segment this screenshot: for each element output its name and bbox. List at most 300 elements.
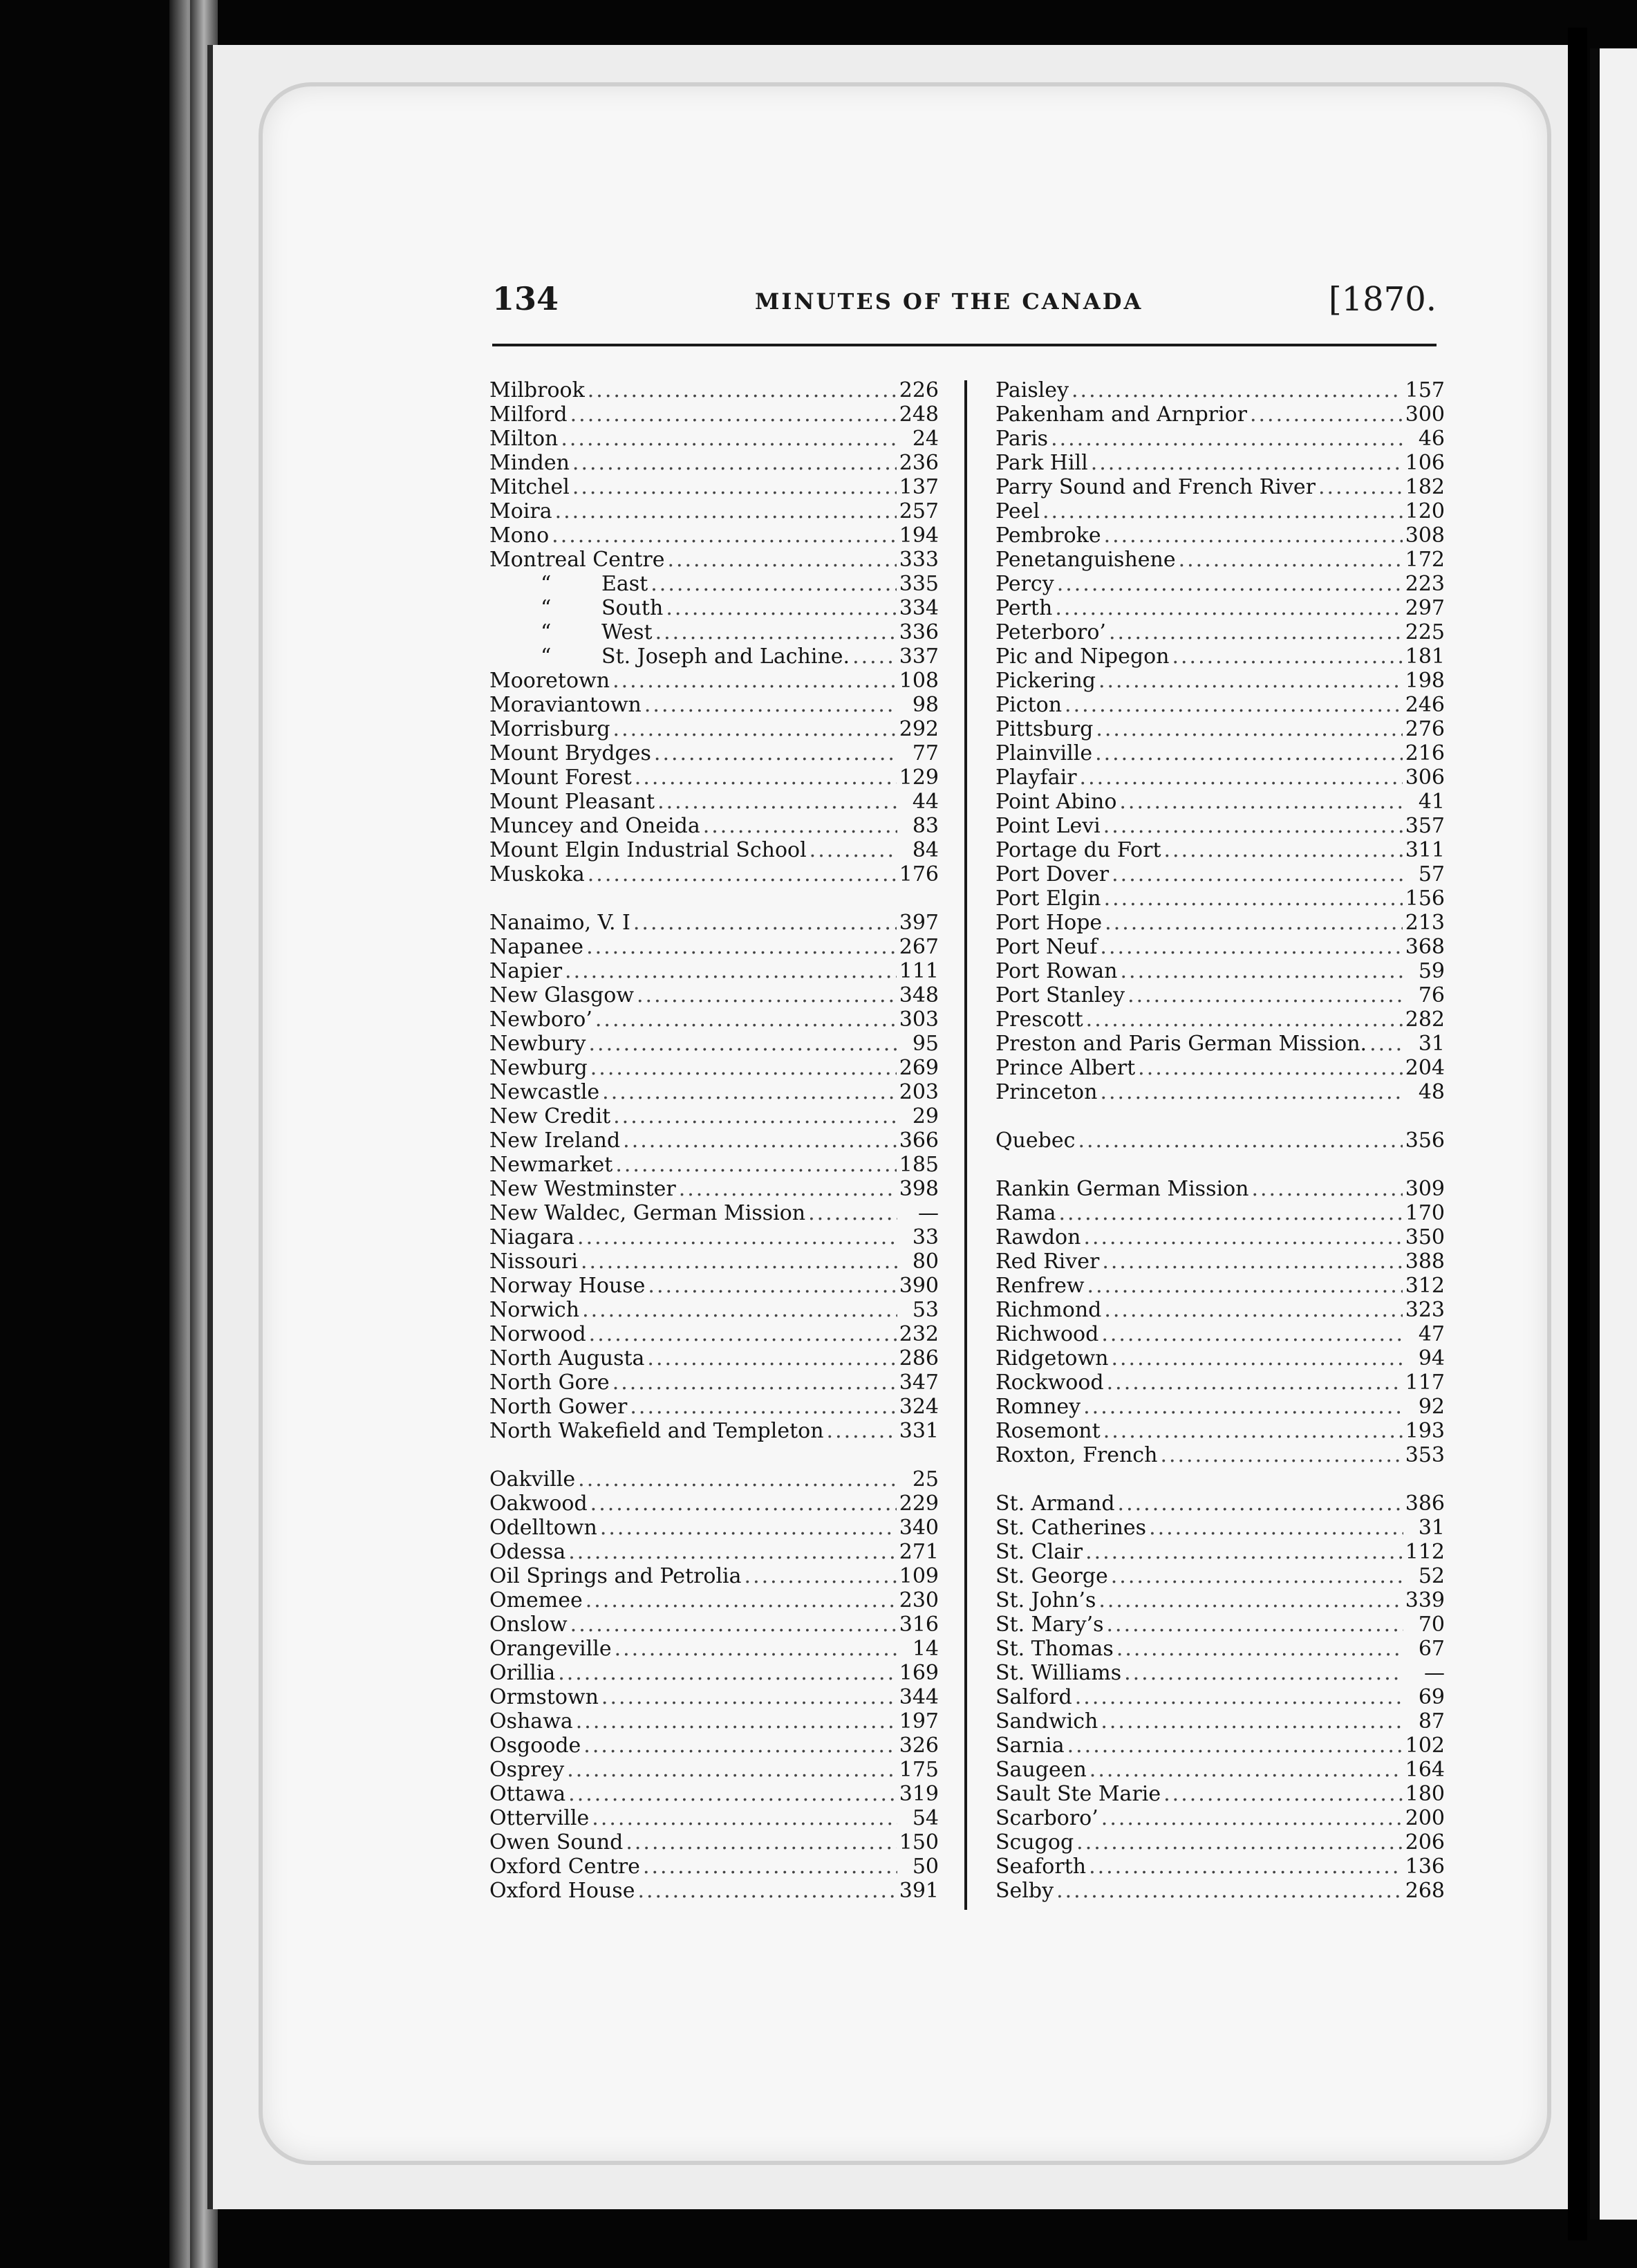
dot-leader	[630, 1395, 896, 1419]
entry-page-number: 397	[899, 911, 939, 935]
entry-page-number: 386	[1405, 1491, 1445, 1516]
entry-name: Roxton, French	[995, 1443, 1158, 1467]
entry-name: Mono	[489, 523, 550, 548]
dot-leader	[1089, 1758, 1403, 1782]
dot-leader	[1104, 1298, 1402, 1322]
dot-leader	[1121, 959, 1404, 983]
index-entry	[489, 1709, 939, 1733]
entry-page-number: 54	[912, 1806, 939, 1830]
entry-name: Newbury	[489, 1032, 586, 1056]
index-entry	[995, 1516, 1445, 1540]
entry-page-number: 52	[1418, 1564, 1445, 1588]
entry-name: St. Clair	[995, 1540, 1083, 1564]
index-entry	[995, 1661, 1445, 1685]
entry-page-number: 181	[1405, 644, 1445, 669]
entry-page-number: 353	[1405, 1443, 1445, 1467]
dot-leader	[657, 790, 897, 814]
dot-leader	[1083, 1225, 1402, 1249]
dot-leader	[558, 1661, 897, 1685]
entry-page-number: 59	[1418, 959, 1445, 983]
entry-page-number: 368	[1405, 935, 1445, 959]
entry-page-number: 213	[1405, 911, 1445, 935]
dot-leader	[1109, 620, 1403, 644]
entry-name: Odelltown	[489, 1516, 597, 1540]
entry-page-number: 229	[899, 1491, 939, 1516]
dot-leader	[572, 475, 897, 499]
entry-page-number: 350	[1405, 1225, 1445, 1249]
entry-name: Pic and Nipegon	[995, 644, 1170, 669]
index-entry	[995, 1564, 1445, 1588]
entry-name: St. Mary’s	[995, 1612, 1104, 1637]
index-entry	[489, 523, 939, 548]
index-entry	[489, 765, 939, 790]
entry-page-number: 94	[1418, 1346, 1445, 1370]
dot-leader	[1080, 765, 1403, 790]
index-entry	[995, 669, 1445, 693]
entry-name: Plainville	[995, 741, 1093, 765]
entry-page-number: 223	[1405, 572, 1445, 596]
entry-name: Ridgetown	[995, 1346, 1109, 1370]
entry-page-number: 80	[912, 1249, 939, 1274]
entry-page-number: 175	[899, 1758, 939, 1782]
entry-page-number: 111	[899, 959, 939, 983]
index-entry	[489, 1419, 939, 1443]
entry-name: Onslow	[489, 1612, 568, 1637]
dot-leader	[1250, 402, 1403, 427]
dot-leader	[827, 1419, 897, 1443]
index-entry	[995, 475, 1445, 499]
index-entry	[995, 1177, 1445, 1201]
index-entry	[489, 1612, 939, 1637]
entry-name: North Gower	[489, 1395, 628, 1419]
index-entry	[489, 1806, 939, 1830]
entry-name: St. John’s	[995, 1588, 1096, 1612]
dot-leader	[1065, 693, 1403, 717]
index-entry	[489, 475, 939, 499]
dot-leader	[590, 1491, 897, 1516]
index-entry	[995, 1298, 1445, 1322]
index-entry	[995, 717, 1445, 741]
dot-leader	[602, 1080, 897, 1104]
entry-name: Prince Albert	[995, 1056, 1136, 1080]
dot-leader	[601, 1685, 897, 1709]
entry-page-number: 331	[899, 1419, 939, 1443]
dot-leader	[626, 1830, 896, 1855]
dot-leader	[1101, 1322, 1403, 1346]
entry-name: Sandwich	[995, 1709, 1098, 1733]
index-entry	[995, 427, 1445, 451]
entry-page-number: 57	[1418, 862, 1445, 886]
index-entry	[489, 1758, 939, 1782]
index-entry	[995, 1007, 1445, 1032]
index-entry	[995, 1322, 1445, 1346]
entry-name	[489, 596, 663, 620]
entry-name: Rosemont	[995, 1419, 1101, 1443]
page-number: 134	[492, 280, 559, 317]
dot-leader	[578, 1467, 897, 1491]
ditto-mark: “	[541, 620, 552, 644]
entry-name: Omemee	[489, 1588, 583, 1612]
index-entry	[489, 717, 939, 741]
index-entry	[489, 1104, 939, 1128]
entry-page-number: 200	[1405, 1806, 1445, 1830]
dot-leader	[612, 1370, 897, 1395]
entry-name-text: St. Joseph and Lachine.	[601, 644, 850, 669]
entry-name: Rankin German Mission	[995, 1177, 1249, 1201]
entry-name: Ottawa	[489, 1782, 566, 1806]
entry-name: Paisley	[995, 378, 1069, 402]
dot-leader	[1119, 790, 1403, 814]
entry-page-number: 180	[1405, 1782, 1445, 1806]
dot-leader	[1112, 862, 1403, 886]
dot-leader	[1111, 1346, 1403, 1370]
entry-name: Red River	[995, 1249, 1100, 1274]
index-entry	[489, 402, 939, 427]
entry-page-number: 182	[1405, 475, 1445, 499]
index-entry	[995, 1855, 1445, 1879]
dot-leader	[1103, 814, 1403, 838]
index-entry	[995, 886, 1445, 911]
entry-name: New Credit	[489, 1104, 611, 1128]
entry-page-number: 44	[912, 790, 939, 814]
entry-name: St. Catherines	[995, 1516, 1147, 1540]
index-entry	[995, 451, 1445, 475]
entry-page-number: 390	[899, 1274, 939, 1298]
entry-page-number: 230	[899, 1588, 939, 1612]
entry-name: Owen Sound	[489, 1830, 624, 1855]
index-column-right	[995, 378, 1445, 1903]
entry-page-number: 117	[1405, 1370, 1445, 1395]
entry-name	[489, 644, 850, 669]
dot-leader	[588, 378, 897, 402]
entry-page-number: 76	[1418, 983, 1445, 1007]
entry-page-number: 292	[899, 717, 939, 741]
entry-page-number: 316	[899, 1612, 939, 1637]
dot-leader	[590, 1056, 897, 1080]
entry-page-number: 150	[899, 1830, 939, 1855]
entry-name: St. Williams	[995, 1661, 1122, 1685]
entry-name: Nanaimo, V. I	[489, 911, 630, 935]
index-entry	[489, 1346, 939, 1370]
entry-name: Norwich	[489, 1298, 580, 1322]
entry-name: Parry Sound and French River	[995, 475, 1316, 499]
index-entry	[489, 1370, 939, 1395]
index-entry	[489, 1128, 939, 1153]
index-entry	[489, 1274, 939, 1298]
entry-page-number: 137	[899, 475, 939, 499]
entry-page-number: 269	[899, 1056, 939, 1080]
dot-leader	[667, 548, 896, 572]
index-entry	[995, 596, 1445, 620]
entry-page-number: 311	[1405, 838, 1445, 862]
entry-name: Port Dover	[995, 862, 1110, 886]
dot-leader	[570, 402, 897, 427]
entry-name: Newmarket	[489, 1153, 613, 1177]
entry-name: Mooretown	[489, 669, 610, 693]
entry-page-number: 323	[1405, 1298, 1445, 1322]
dot-leader	[613, 1104, 897, 1128]
entry-page-number: 366	[899, 1128, 939, 1153]
entry-page-number: 136	[1405, 1855, 1445, 1879]
entry-name: Rama	[995, 1201, 1056, 1225]
ditto-mark: “	[541, 644, 552, 669]
index-entry	[489, 1782, 939, 1806]
index-entry	[995, 862, 1445, 886]
entry-name: Scugog	[995, 1830, 1074, 1855]
dot-leader	[1138, 1056, 1403, 1080]
dot-leader	[583, 1733, 896, 1758]
dot-leader	[1098, 1588, 1402, 1612]
index-entry	[489, 693, 939, 717]
dot-leader	[654, 741, 897, 765]
dot-leader	[1096, 717, 1402, 741]
index-entry	[995, 911, 1445, 935]
dot-leader	[568, 1540, 897, 1564]
entry-name: Seaforth	[995, 1855, 1087, 1879]
entry-page-number: 69	[1418, 1685, 1445, 1709]
dot-leader	[595, 1007, 897, 1032]
entry-page-number: 391	[899, 1879, 939, 1903]
column-divider	[964, 380, 967, 1910]
entry-page-number: —	[918, 1201, 939, 1225]
index-entry	[489, 548, 939, 572]
dot-leader	[586, 935, 897, 959]
entry-page-number: 50	[912, 1855, 939, 1879]
entry-page-number: 157	[1405, 378, 1445, 402]
entry-page-number: 164	[1405, 1758, 1445, 1782]
entry-name-text: West	[601, 620, 653, 644]
dot-leader	[1102, 1249, 1402, 1274]
entry-page-number: 246	[1405, 693, 1445, 717]
dot-leader	[1100, 935, 1402, 959]
dot-leader	[1118, 1491, 1403, 1516]
entry-name: Moraviantown	[489, 693, 642, 717]
entry-name: North Augusta	[489, 1346, 645, 1370]
index-entry	[489, 1491, 939, 1516]
dot-leader	[655, 620, 897, 644]
dot-leader	[1042, 499, 1403, 523]
entry-name: Peterboro’	[995, 620, 1106, 644]
dot-leader	[1172, 644, 1402, 669]
entry-page-number: 194	[899, 523, 939, 548]
dot-leader	[1087, 1274, 1403, 1298]
dot-leader	[615, 1637, 897, 1661]
index-entry	[489, 862, 939, 886]
entry-name: Milton	[489, 427, 559, 451]
entry-page-number: 172	[1405, 548, 1445, 572]
entry-name: North Gore	[489, 1370, 610, 1395]
entry-name: St. Thomas	[995, 1637, 1114, 1661]
ditto-mark: “	[541, 596, 552, 620]
dot-leader	[1163, 1782, 1403, 1806]
entry-name	[489, 572, 648, 596]
entry-name: Penetanguishene	[995, 548, 1176, 572]
entry-name: Prescott	[995, 1007, 1083, 1032]
entry-name: Port Elgin	[995, 886, 1101, 911]
dot-leader	[1104, 523, 1403, 548]
dot-leader	[633, 911, 897, 935]
entry-name: Milford	[489, 402, 568, 427]
entry-name: Mitchel	[489, 475, 570, 499]
index-entry	[489, 1830, 939, 1855]
dot-leader	[1251, 1177, 1402, 1201]
entry-page-number: 31	[1418, 1032, 1445, 1056]
entry-page-number: 87	[1418, 1709, 1445, 1733]
index-entry	[489, 1540, 939, 1564]
dot-leader	[1107, 1612, 1403, 1637]
entry-page-number: 53	[912, 1298, 939, 1322]
dot-leader	[589, 1322, 897, 1346]
dot-leader	[703, 814, 897, 838]
entry-page-number: 232	[899, 1322, 939, 1346]
entry-page-number: 129	[899, 765, 939, 790]
index-entry	[995, 1540, 1445, 1564]
entry-page-number: 67	[1418, 1637, 1445, 1661]
index-entry	[995, 814, 1445, 838]
entry-page-number: 33	[912, 1225, 939, 1249]
entry-page-number: 276	[1405, 717, 1445, 741]
index-entry	[489, 1249, 939, 1274]
entry-name: Oxford House	[489, 1879, 635, 1903]
entry-page-number: 326	[899, 1733, 939, 1758]
index-entry	[995, 1419, 1445, 1443]
index-entry	[995, 1806, 1445, 1830]
dot-leader	[615, 1153, 896, 1177]
entry-page-number: 41	[1418, 790, 1445, 814]
index-entry	[489, 814, 939, 838]
entry-name: Pembroke	[995, 523, 1101, 548]
section-gap	[489, 886, 939, 911]
entry-name: Oakwood	[489, 1491, 588, 1516]
page-header	[492, 280, 1437, 328]
index-entry	[489, 572, 939, 596]
entry-name: Osgoode	[489, 1733, 581, 1758]
index-entry	[489, 1201, 939, 1225]
dot-leader	[1078, 1128, 1402, 1153]
entry-page-number: 46	[1418, 427, 1445, 451]
index-entry	[995, 402, 1445, 427]
dot-leader	[1056, 1879, 1403, 1903]
entry-page-number: 357	[1405, 814, 1445, 838]
entry-page-number: 204	[1405, 1056, 1445, 1080]
entry-page-number: 203	[899, 1080, 939, 1104]
dot-leader	[561, 427, 897, 451]
index-entry	[995, 838, 1445, 862]
entry-name: Oakville	[489, 1467, 576, 1491]
dot-leader	[1075, 1685, 1403, 1709]
index-entry	[995, 1443, 1445, 1467]
index-entry	[995, 790, 1445, 814]
index-entry	[995, 1612, 1445, 1637]
entry-name: Scarboro’	[995, 1806, 1098, 1830]
entry-page-number: 388	[1405, 1249, 1445, 1274]
book-gutter	[1568, 28, 1587, 2240]
entry-name: Newburg	[489, 1056, 588, 1080]
running-title: MINUTES OF THE CANADA	[755, 288, 1143, 315]
entry-name: Perth	[995, 596, 1053, 620]
index-entry	[995, 1758, 1445, 1782]
dot-leader	[1067, 1733, 1403, 1758]
entry-page-number: 248	[899, 402, 939, 427]
entry-name: Port Neuf	[995, 935, 1098, 959]
entry-name: Mount Elgin Industrial School	[489, 838, 807, 862]
entry-name: Point Levi	[995, 814, 1101, 838]
index-entry	[489, 741, 939, 765]
entry-page-number: 398	[899, 1177, 939, 1201]
index-entry	[995, 1733, 1445, 1758]
dot-leader	[745, 1564, 897, 1588]
index-entry	[995, 1395, 1445, 1419]
dot-leader	[852, 644, 897, 669]
entry-name: New Ireland	[489, 1128, 621, 1153]
index-entry	[995, 1588, 1445, 1612]
dot-leader	[623, 1128, 897, 1153]
entry-name: Osprey	[489, 1758, 565, 1782]
index-entry	[489, 1733, 939, 1758]
dot-leader	[1149, 1516, 1403, 1540]
entry-page-number: 206	[1405, 1830, 1445, 1855]
index-entry	[489, 499, 939, 523]
dot-leader	[1104, 886, 1403, 911]
entry-page-number: 319	[899, 1782, 939, 1806]
entry-name: Peel	[995, 499, 1040, 523]
index-entry	[489, 1080, 939, 1104]
entry-name	[489, 620, 653, 644]
facing-page-edge	[1590, 48, 1637, 2220]
entry-page-number: 344	[899, 1685, 939, 1709]
dot-leader	[1101, 1709, 1403, 1733]
index-entry	[995, 741, 1445, 765]
entry-page-number: 300	[1405, 402, 1445, 427]
entry-page-number: 303	[899, 1007, 939, 1032]
dot-leader	[1160, 1443, 1402, 1467]
index-entry	[489, 451, 939, 475]
dot-leader	[1072, 378, 1403, 402]
header-rule	[492, 344, 1437, 346]
entry-name: Richmond	[995, 1298, 1102, 1322]
dot-leader	[808, 1201, 897, 1225]
entry-page-number: 48	[1418, 1080, 1445, 1104]
index-entry	[995, 523, 1445, 548]
entry-page-number: 120	[1405, 499, 1445, 523]
entry-name: Rockwood	[995, 1370, 1104, 1395]
entry-page-number: 193	[1405, 1419, 1445, 1443]
entry-page-number: 98	[912, 693, 939, 717]
entry-page-number: 309	[1405, 1177, 1445, 1201]
entry-page-number: 170	[1405, 1201, 1445, 1225]
dot-leader	[565, 959, 897, 983]
dot-leader	[592, 1806, 897, 1830]
dot-leader	[644, 693, 897, 717]
entry-name: Oxford Centre	[489, 1855, 640, 1879]
section-gap	[995, 1467, 1445, 1491]
dot-leader	[612, 669, 897, 693]
index-entry	[995, 1637, 1445, 1661]
index-entry	[489, 1225, 939, 1249]
index-entry	[489, 669, 939, 693]
index-entry	[489, 1855, 939, 1879]
index-entry	[489, 1637, 939, 1661]
dot-leader	[600, 1516, 897, 1540]
entry-name: Nissouri	[489, 1249, 578, 1274]
index-entry	[995, 499, 1445, 523]
dot-leader	[1076, 1830, 1403, 1855]
entry-page-number: 95	[912, 1032, 939, 1056]
dot-leader	[1055, 596, 1402, 620]
entry-name: Point Abino	[995, 790, 1117, 814]
entry-name: Sarnia	[995, 1733, 1065, 1758]
dot-leader	[586, 1588, 897, 1612]
